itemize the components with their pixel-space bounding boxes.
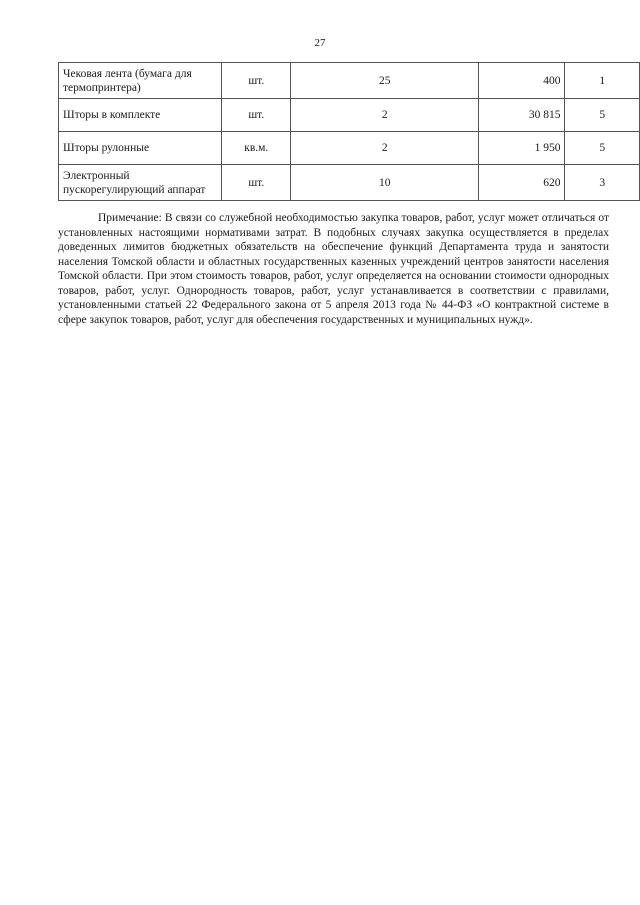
term-cell: 5 [565, 132, 640, 165]
price-cell: 30 815 [479, 99, 565, 132]
item-name-cell: Электронный пускорегулирующий аппарат [59, 165, 222, 201]
unit-cell: шт. [222, 165, 291, 201]
price-cell: 1 950 [479, 132, 565, 165]
term-cell: 3 [565, 165, 640, 201]
term-cell: 1 [565, 63, 640, 99]
quantity-cell: 10 [291, 165, 479, 201]
unit-cell: шт. [222, 99, 291, 132]
unit-cell: шт. [222, 63, 291, 99]
note-paragraph: Примечание: В связи со служебной необходимостью закупка товаров, работ, услуг может отличаться от установленных настоящими нормативами затрат. В подобных случаях закупка осуществляется в пределах доведенных лимитов бюджетных обязательств на обеспечение функций Департамента труда и занятости населения Томской области и областных государственных казенных учреждений центров занятости населения Томской области. При этом стоимость товаров, работ, услуг определяется на основании стоимости однородных товаров, работ, услуг. Однородность товаров, работ, услуг устанавливается в соответствии с правилами, установленными статьей 22 Федерального закона от 5 апреля 2013 года № 44-ФЗ «О контрактной системе в сфере закупок товаров, работ, услуг для обеспечения государственных и муниципальных нужд». [58, 212, 609, 326]
quantity-cell: 25 [291, 63, 479, 99]
norms-table [58, 62, 640, 201]
quantity-cell: 2 [291, 99, 479, 132]
item-name-cell: Шторы в комплекте [59, 99, 222, 132]
table-row [59, 165, 640, 201]
item-name-cell: Шторы рулонные [59, 132, 222, 165]
price-cell: 400 [479, 63, 565, 99]
table-row [59, 132, 640, 165]
price-cell: 620 [479, 165, 565, 201]
page-number: 27 [314, 37, 326, 49]
table-row [59, 63, 640, 99]
unit-cell: кв.м. [222, 132, 291, 165]
quantity-cell: 2 [291, 132, 479, 165]
term-cell: 5 [565, 99, 640, 132]
item-name-cell: Чековая лента (бумага для термопринтера) [59, 63, 222, 99]
table-row [59, 99, 640, 132]
